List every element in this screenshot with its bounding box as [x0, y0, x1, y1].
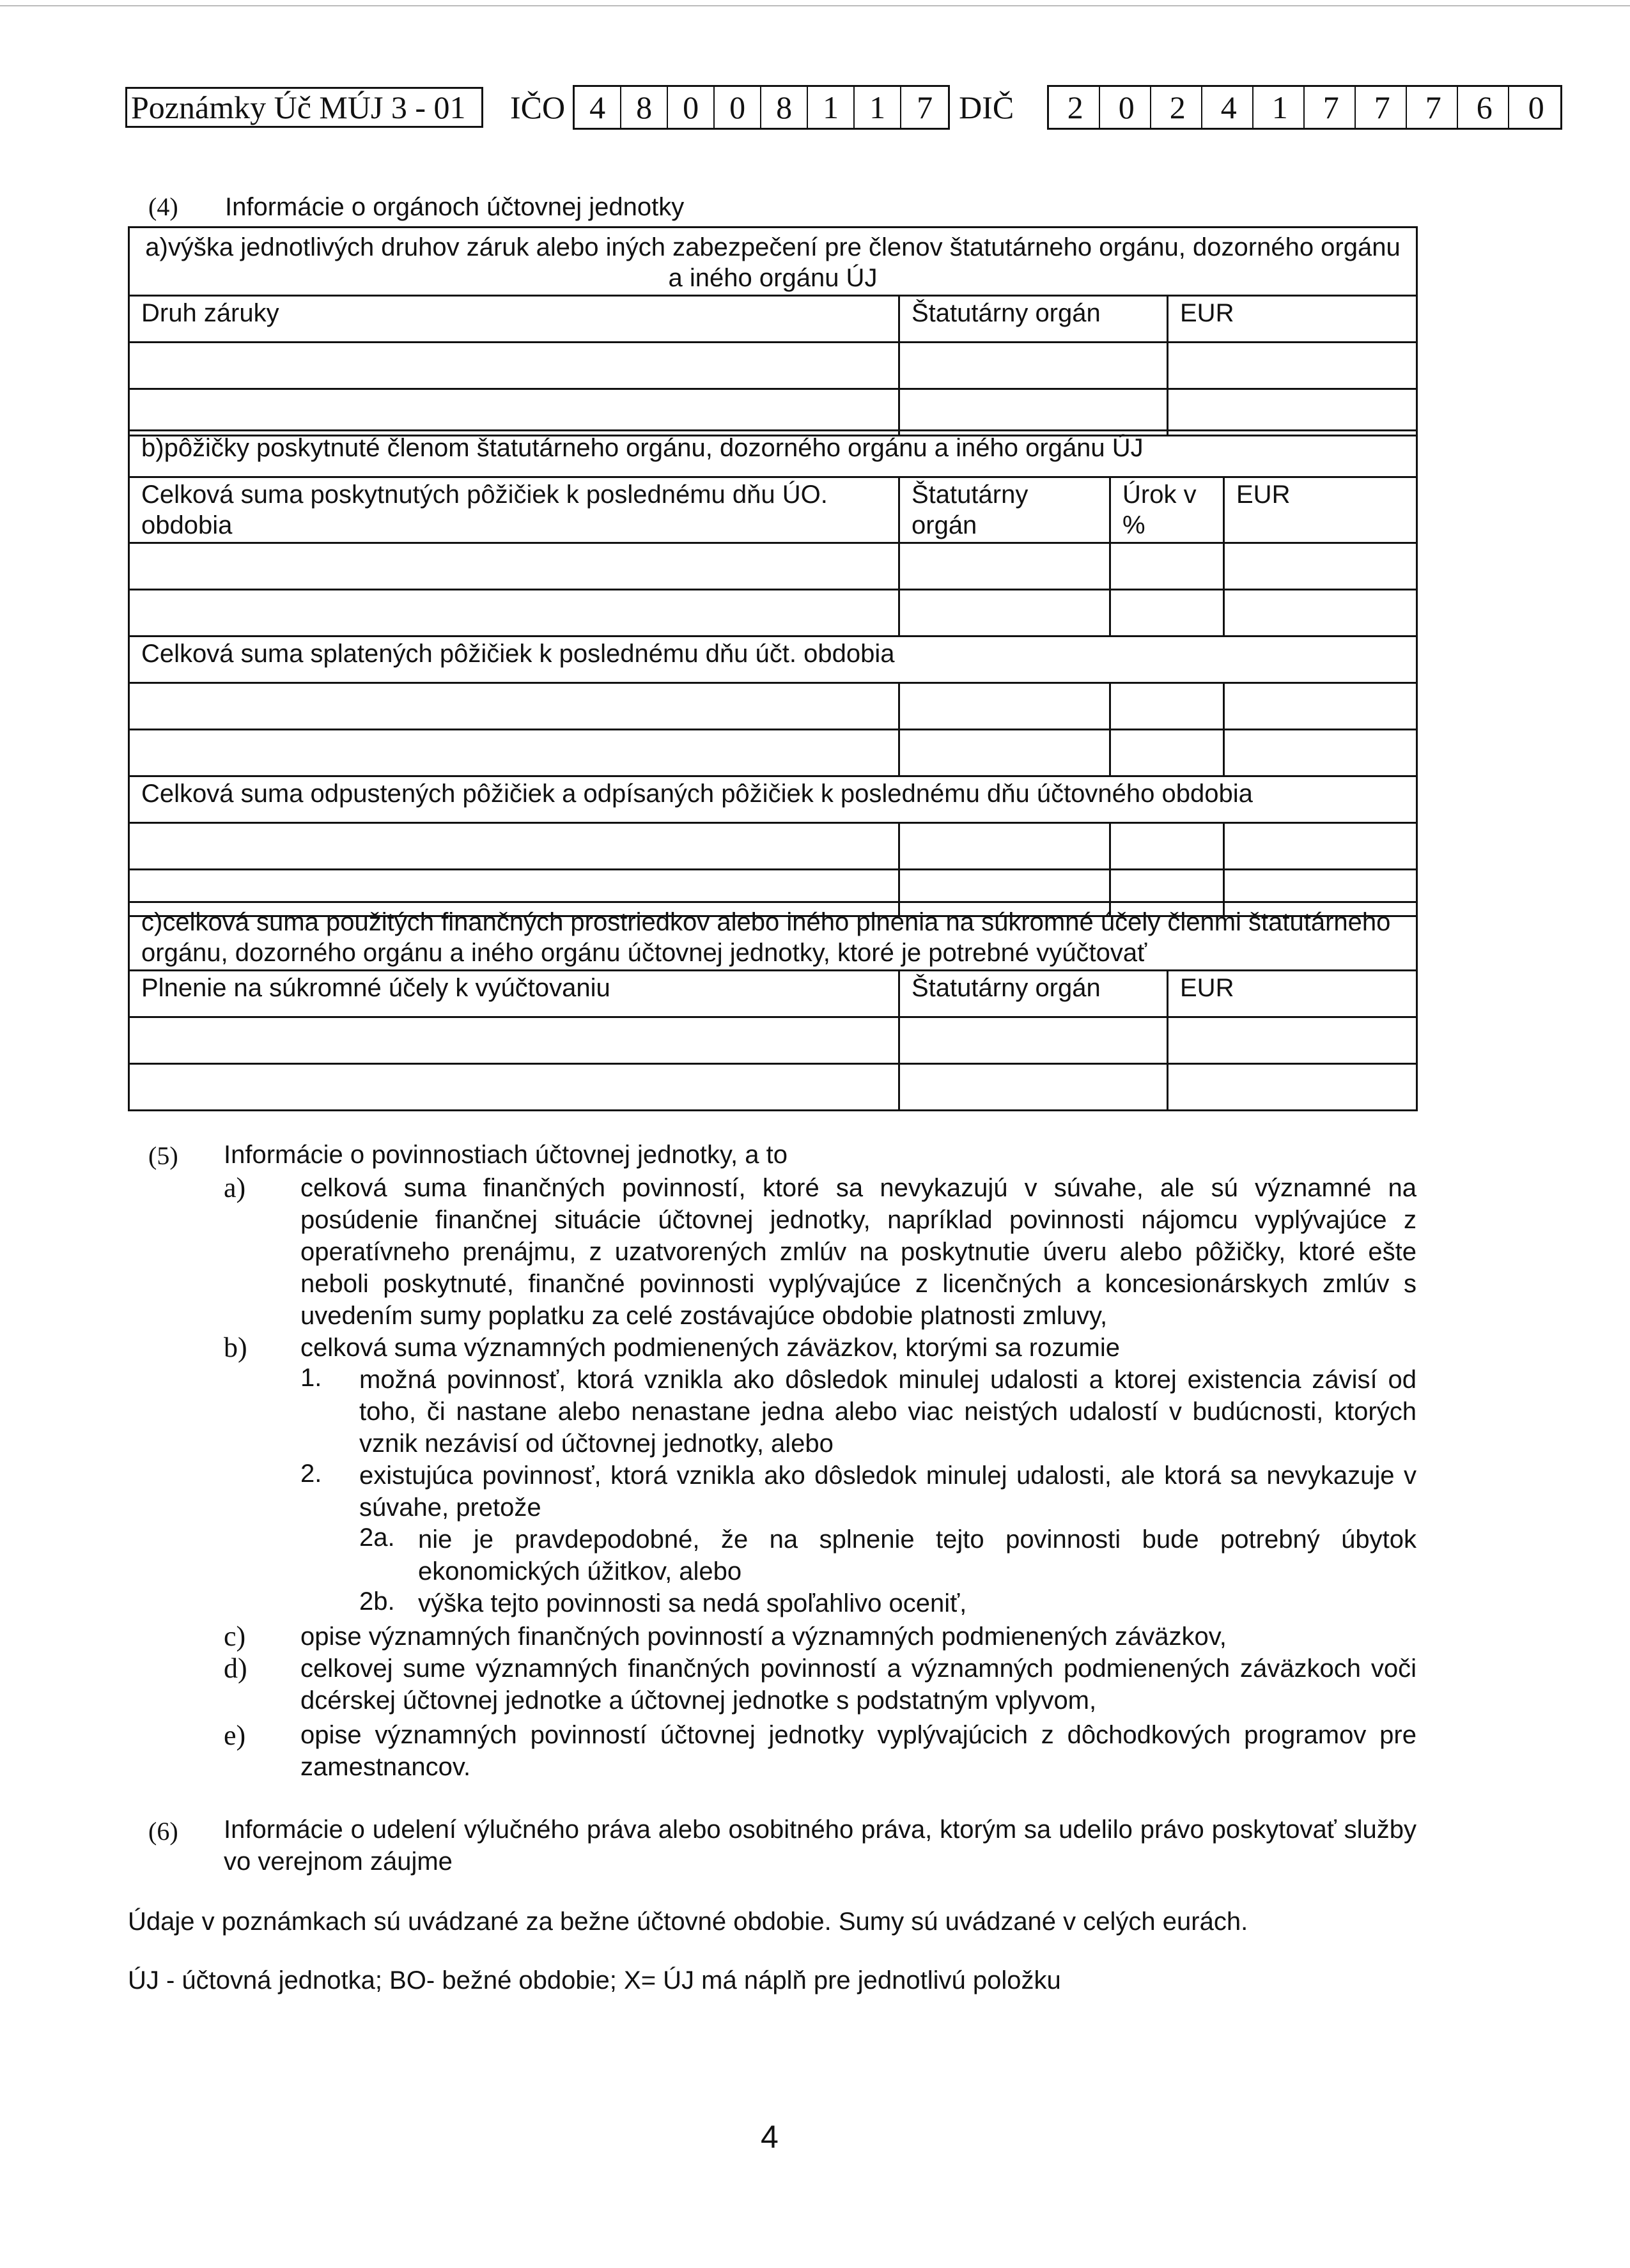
- column-header: EUR: [1168, 971, 1417, 1017]
- ico-digit: 8: [621, 87, 668, 128]
- item-b-text: celková suma významných podmienených záväzkov, ktorými sa rozumie: [300, 1334, 1120, 1362]
- part-c-heading: c)celková suma použitých finančných prostriedkov alebo iného plnenia na súkromné účely členmi štatutárneho orgánu, dozorného orgánu a iného orgánu účtovnej jednotky, ktoré je potrebné vyúčtovať: [129, 902, 1417, 971]
- input-cell[interactable]: [899, 590, 1110, 636]
- ico-label: IČO: [510, 89, 566, 125]
- input-cell[interactable]: [129, 1064, 899, 1111]
- column-header: EUR: [1168, 296, 1417, 343]
- input-cell[interactable]: [129, 1017, 899, 1064]
- ico-digit: 0: [715, 87, 761, 128]
- item-letter: d): [224, 1653, 247, 1684]
- subitem-2b-text: výška tejto povinnosti sa nedá spoľahlivo oceniť,: [418, 1589, 967, 1617]
- input-cell[interactable]: [129, 683, 899, 730]
- dic-digit: 1: [1254, 87, 1305, 128]
- input-cell[interactable]: [129, 343, 899, 389]
- input-cell[interactable]: [899, 1064, 1168, 1111]
- dic-digit: 6: [1458, 87, 1509, 128]
- input-cell[interactable]: [129, 730, 899, 776]
- input-cell[interactable]: [1224, 823, 1417, 870]
- section-6-number: (6): [148, 1817, 178, 1846]
- table-row: [129, 543, 1417, 590]
- subitem-number: 1.: [300, 1364, 322, 1392]
- input-cell[interactable]: [1110, 730, 1224, 776]
- column-header: Štatutárny orgán: [899, 971, 1168, 1017]
- input-cell[interactable]: [129, 590, 899, 636]
- input-cell[interactable]: [129, 389, 899, 436]
- section-5-number: (5): [148, 1141, 178, 1170]
- dic-digit: 4: [1202, 87, 1254, 128]
- dic-digit: 0: [1100, 87, 1151, 128]
- table-row: [129, 389, 1417, 436]
- section-6-text: Informácie o udelení výlučného práva alebo osobitného práva, ktorým sa udelilo právo poskytovať služby vo verejnom záujme: [224, 1816, 1417, 1876]
- item-c-text: opise významných finančných povinností a významných podmienených záväzkov,: [300, 1623, 1227, 1651]
- input-cell[interactable]: [1168, 1017, 1417, 1064]
- dic-digit: 0: [1528, 89, 1544, 125]
- column-header: Úrok v %: [1110, 477, 1224, 543]
- dic-digit: 7: [1407, 87, 1458, 128]
- ico-digit: 7: [917, 89, 933, 125]
- input-cell[interactable]: [1110, 590, 1224, 636]
- ico-boxes: [573, 85, 950, 130]
- part-a-heading: a)výška jednotlivých druhov záruk alebo iných zabezpečení pre členov štatutárneho orgánu, dozorného orgánu a iného orgánu ÚJ: [129, 228, 1417, 296]
- column-header: Štatutárny orgán: [899, 296, 1168, 343]
- ico-digit: 4: [575, 87, 621, 128]
- form-header: [125, 85, 1562, 130]
- input-cell[interactable]: [899, 823, 1110, 870]
- subitem-2-text: existujúca povinnosť, ktorá vznikla ako dôsledok minulej udalosti, ale ktorá sa nevykazuje v súvahe, pretože: [359, 1462, 1417, 1522]
- repaid-heading: Celková suma splatených pôžičiek k poslednému dňu účt. obdobia: [129, 636, 1417, 683]
- subitem-number: 2.: [300, 1460, 322, 1488]
- input-cell[interactable]: [1224, 543, 1417, 590]
- dic-label: DIČ: [959, 89, 1014, 125]
- dic-digit: 2: [1151, 87, 1202, 128]
- item-letter: a): [224, 1172, 246, 1203]
- item-e-text: opise významných povinností účtovnej jednotky vyplývajúcich z dôchodkových programov pre zamestnancov.: [300, 1721, 1417, 1781]
- subitem-2a-text: nie je pravdepodobné, že na splnenie tejto povinnosti bude potrebný úbytok ekonomických úžitkov, alebo: [418, 1525, 1417, 1585]
- item-d-text: celkovej sume významných finančných povinností a významných podmienených záväzkoch voči dcérskej účtovnej jednotke a účtovnej jednotke s podstatným vplyvom,: [300, 1655, 1417, 1715]
- column-header: Druh záruky: [129, 296, 899, 343]
- ico-digit: 1: [855, 87, 901, 128]
- column-header: Štatutárny orgán: [899, 477, 1110, 543]
- dic-digit: 7: [1305, 87, 1356, 128]
- table-row: [129, 1064, 1417, 1111]
- item-letter: b): [224, 1332, 247, 1363]
- part-b-heading: b)pôžičky poskytnuté členom štatutárneho orgánu, dozorného orgánu a iného orgánu ÚJ: [129, 431, 1417, 477]
- dic-boxes: [1047, 85, 1562, 130]
- page-number: 4: [761, 2119, 779, 2155]
- table-row: [129, 683, 1417, 730]
- dic-digit: 7: [1356, 87, 1407, 128]
- ico-digit: 0: [668, 87, 715, 128]
- input-cell[interactable]: [899, 343, 1168, 389]
- input-cell[interactable]: [129, 543, 899, 590]
- input-cell[interactable]: [899, 389, 1168, 436]
- ico-digit: 1: [808, 87, 855, 128]
- input-cell[interactable]: [1224, 730, 1417, 776]
- column-header: EUR: [1224, 477, 1417, 543]
- note-abbreviations: ÚJ - účtovná jednotka; BO- bežné obdobie; X= ÚJ má náplň pre jednotlivú položku: [128, 1966, 1061, 1994]
- input-cell[interactable]: [899, 543, 1110, 590]
- input-cell[interactable]: [1168, 343, 1417, 389]
- input-cell[interactable]: [1110, 683, 1224, 730]
- item-letter: c): [224, 1621, 246, 1652]
- form-title: Poznámky Úč MÚJ 3 - 01: [125, 87, 483, 128]
- input-cell[interactable]: [899, 730, 1110, 776]
- private-use-table: [128, 901, 1418, 1111]
- subitem-number: 2b.: [359, 1587, 395, 1616]
- input-cell[interactable]: [1168, 389, 1417, 436]
- item-a-text: celková suma finančných povinností, ktoré sa nevykazujú v súvahe, ale sú významné na posúdenie finančnej situácie účtovnej jednotky, napríklad povinnosti nájomcu vyplývajúce z operatívneho prenájmu, z uzatvorených zmlúv na poskytnutie úveru alebo pôžičky, ktoré ešte neboli poskytnuté, finančné povinnosti vyplývajúce z licenčných a koncesionárskych zmlúv s uvedením sumy poplatku za celé zostávajúce obdobie platnosti zmluvy,: [300, 1174, 1417, 1330]
- input-cell[interactable]: [899, 1017, 1168, 1064]
- input-cell[interactable]: [1110, 823, 1224, 870]
- table-row: [129, 1017, 1417, 1064]
- section-5-title: Informácie o povinnostiach účtovnej jednotky, a to: [224, 1141, 788, 1169]
- input-cell[interactable]: [1168, 1064, 1417, 1111]
- table-row: [129, 730, 1417, 776]
- input-cell[interactable]: [1224, 683, 1417, 730]
- table-row: [129, 823, 1417, 870]
- table-row: [129, 590, 1417, 636]
- input-cell[interactable]: [129, 823, 899, 870]
- input-cell[interactable]: [1110, 543, 1224, 590]
- input-cell[interactable]: [899, 683, 1110, 730]
- dic-digit: 2: [1049, 87, 1100, 128]
- table-row: [129, 343, 1417, 389]
- loans-table: [128, 429, 1418, 917]
- section-title: Informácie o orgánoch účtovnej jednotky: [225, 193, 685, 221]
- note-units: Údaje v poznámkach sú uvádzané za bežne účtovné obdobie. Sumy sú uvádzané v celých eurách.: [128, 1908, 1248, 1936]
- subitem-1-text: možná povinnosť, ktorá vznikla ako dôsledok minulej udalosti a ktorej existencia závisí od toho, či nastane alebo nenastane jedna alebo viac neistých udalostí v budúcnosti, ktorých vznik nezávisí od účtovnej jednotky, alebo: [359, 1366, 1417, 1458]
- forgiven-heading: Celková suma odpustených pôžičiek a odpísaných pôžičiek k poslednému dňu účtovného obdobia: [129, 776, 1417, 823]
- column-header: Celková suma poskytnutých pôžičiek k poslednému dňu ÚO. obdobia: [129, 477, 899, 543]
- section-4-title: [148, 192, 684, 222]
- section-number: (4): [148, 192, 178, 221]
- input-cell[interactable]: [1224, 590, 1417, 636]
- ico-digit: 8: [761, 87, 808, 128]
- column-header: Plnenie na súkromné účely k vyúčtovaniu: [129, 971, 899, 1017]
- scan-top-edge: [0, 5, 1630, 6]
- item-letter: e): [224, 1720, 246, 1751]
- guarantees-table: [128, 226, 1418, 436]
- subitem-number: 2a.: [359, 1524, 395, 1552]
